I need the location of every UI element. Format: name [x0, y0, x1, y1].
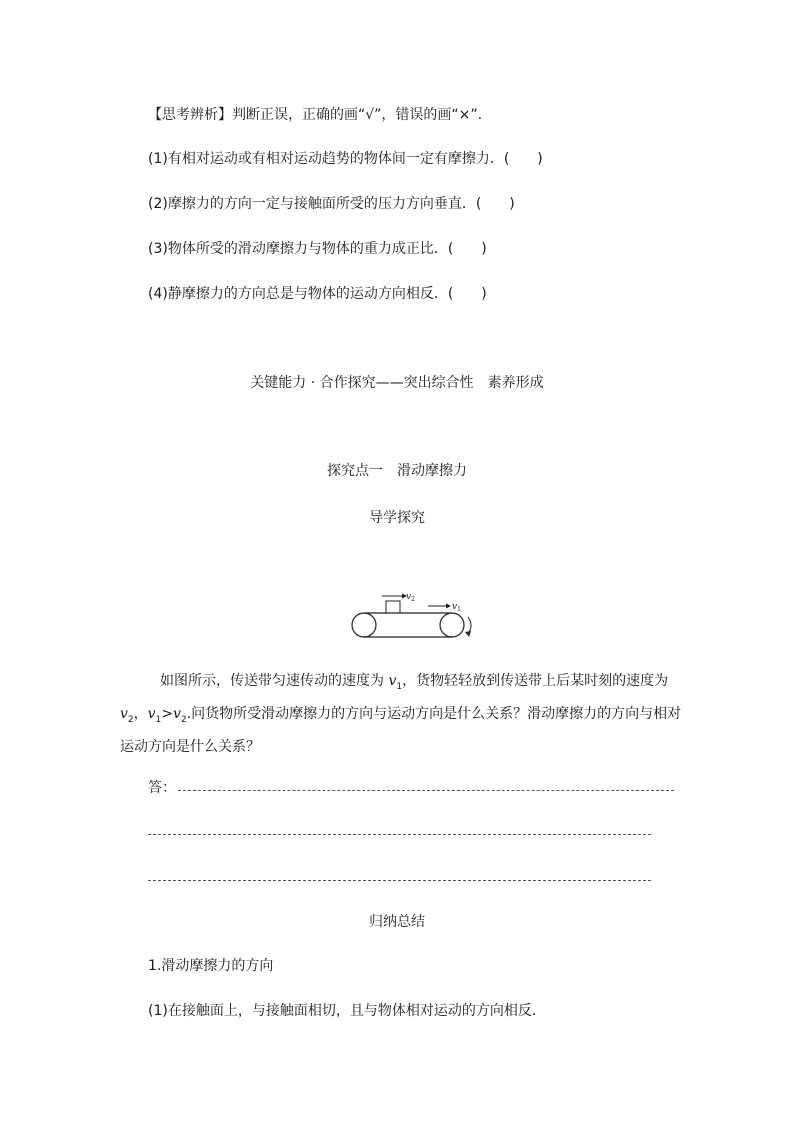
answer-line-2[interactable]	[148, 834, 651, 835]
v1-arrowhead	[446, 604, 451, 609]
question-line-1: 如图所示，传送带匀速传动的速度为 $v_1$，货物轻轻放到传送带上后某时刻的速度为	[160, 673, 669, 692]
judgement-prompt	[148, 104, 482, 124]
prompt-text: 判断正误，正确的画“√”，错误的画“×”.	[232, 107, 483, 123]
v1-label: $v_1$	[452, 602, 461, 613]
answer-label: 答：	[148, 780, 176, 796]
v2-label: $v_2$	[406, 592, 415, 603]
answer-line-1[interactable]	[178, 790, 674, 791]
statement-2: (2)摩擦力的方向一定与接触面所受的压力方向垂直．( )	[148, 196, 515, 212]
left-roller	[352, 613, 376, 637]
right-roller	[440, 613, 464, 637]
rotation-arrowhead	[465, 631, 471, 637]
statement-1: (1)有相对运动或有相对运动趋势的物体间一定有摩擦力．( )	[148, 151, 543, 167]
conveyor-belt-figure	[340, 588, 480, 650]
question-line-3: 运动方向是什么关系？	[120, 739, 260, 755]
question-line-2: $v_2$，$v_1>v_2$.问货物所受滑动摩擦力的方向与运动方向是什么关系？滑动摩擦力的方向与相对	[120, 706, 682, 725]
cargo-box	[386, 601, 400, 613]
summary-item-1-sub-1: (1)在接触面上，与接触面相切，且与物体相对运动的方向相反．	[148, 1003, 546, 1019]
statement-4: (4)静摩擦力的方向总是与物体的运动方向相反．( )	[148, 286, 487, 302]
exploration-title: 探究点一 滑动摩擦力	[327, 463, 467, 479]
answer-line-3[interactable]	[148, 880, 651, 881]
section-title: 关键能力 · 合作探究——突出综合性 素养形成	[250, 375, 544, 391]
summary-title: 归纳总结	[369, 914, 425, 930]
statement-3: (3)物体所受的滑动摩擦力与物体的重力成正比．( )	[148, 241, 487, 257]
prompt-tag: 【思考辨析】	[148, 107, 232, 123]
summary-item-1: 1.滑动摩擦力的方向	[148, 958, 274, 974]
guided-title: 导学探究	[369, 510, 425, 526]
